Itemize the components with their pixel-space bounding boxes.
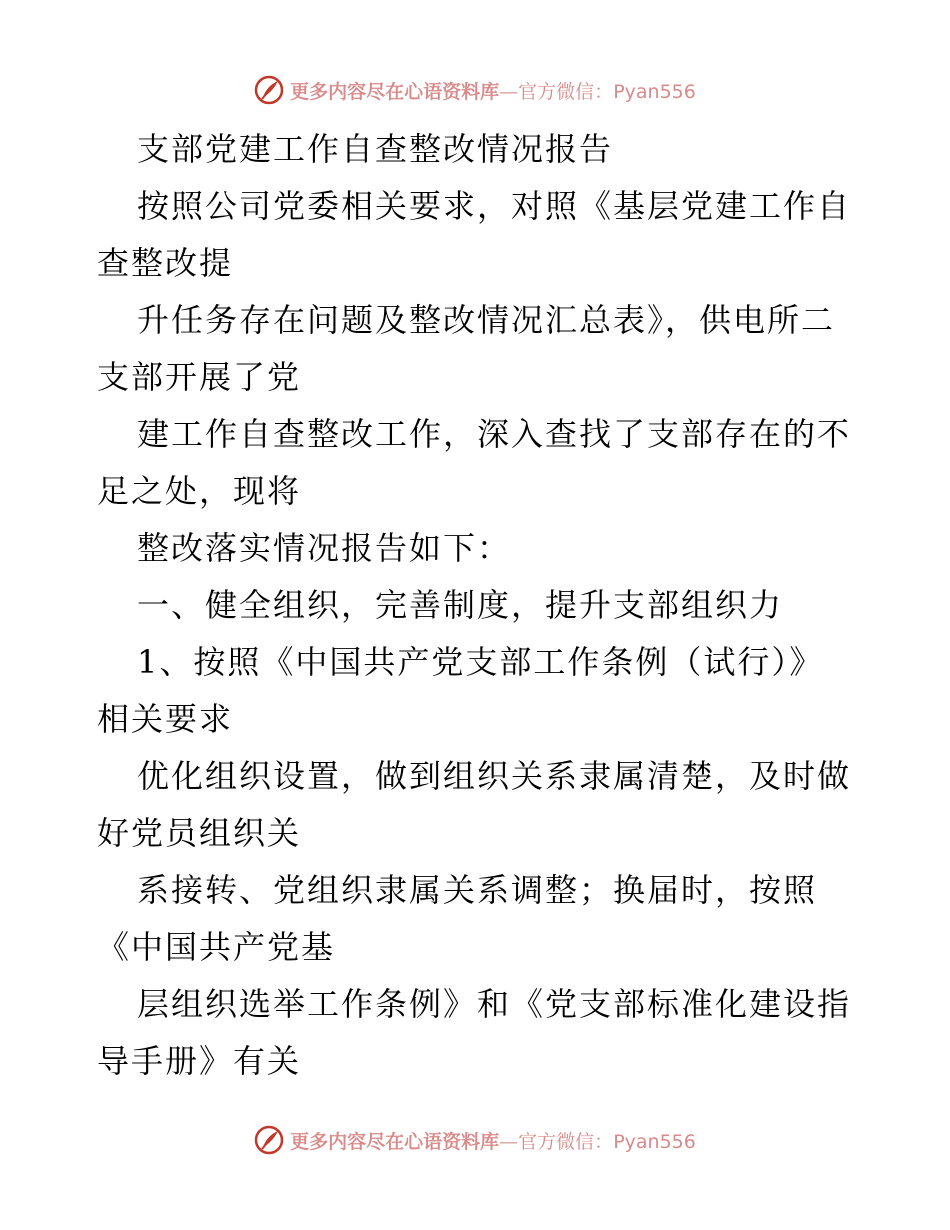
feather-logo-icon bbox=[254, 75, 284, 105]
watermark-separator: — bbox=[499, 1130, 519, 1153]
watermark-wechat-id: Pyan556 bbox=[613, 80, 696, 103]
text-line: 好党员组织关 bbox=[97, 814, 302, 852]
watermark-site: 更多内容尽在心语资料库 bbox=[290, 80, 500, 103]
text-line: 支部开展了党 bbox=[97, 358, 302, 396]
header-watermark bbox=[0, 70, 950, 110]
watermark-site: 更多内容尽在心语资料库 bbox=[290, 1130, 500, 1153]
watermark-wechat-id: Pyan556 bbox=[613, 1130, 696, 1153]
watermark-separator: — bbox=[499, 80, 519, 103]
footer-watermark bbox=[0, 1120, 950, 1160]
watermark-wechat-label: 官方微信： bbox=[518, 1130, 614, 1153]
text-line: 整改落实情况报告如下： bbox=[137, 529, 512, 567]
text-line: 《中国共产党基 bbox=[97, 928, 336, 966]
text-line: 1、按照《中国共产党支部工作条例（试行）》 bbox=[137, 643, 824, 681]
text-line: 支部党建工作自查整改情况报告 bbox=[137, 130, 614, 168]
document-body bbox=[97, 121, 857, 1090]
watermark-text bbox=[290, 77, 696, 104]
text-line: 建工作自查整改工作，深入查找了支部存在的不 bbox=[137, 415, 852, 453]
text-line: 优化组织设置，做到组织关系隶属清楚，及时做 bbox=[137, 757, 852, 795]
text-line: 相关要求 bbox=[97, 700, 234, 738]
text-line: 按照公司党委相关要求，对照《基层党建工作自 bbox=[137, 187, 852, 225]
text-line: 导手册》有关 bbox=[97, 1042, 302, 1080]
feather-logo-icon bbox=[254, 1125, 284, 1155]
text-line: 查整改提 bbox=[97, 244, 234, 282]
text-line: 足之处，现将 bbox=[97, 472, 302, 510]
text-line: 升任务存在问题及整改情况汇总表》，供电所二 bbox=[137, 301, 836, 339]
watermark-wechat-label: 官方微信： bbox=[518, 80, 614, 103]
text-line: 系接转、党组织隶属关系调整；换届时，按照 bbox=[137, 871, 818, 909]
text-line: 一、健全组织，完善制度，提升支部组织力 bbox=[137, 586, 784, 624]
watermark-text bbox=[290, 1127, 696, 1154]
text-line: 层组织选举工作条例》和《党支部标准化建设指 bbox=[137, 985, 852, 1023]
